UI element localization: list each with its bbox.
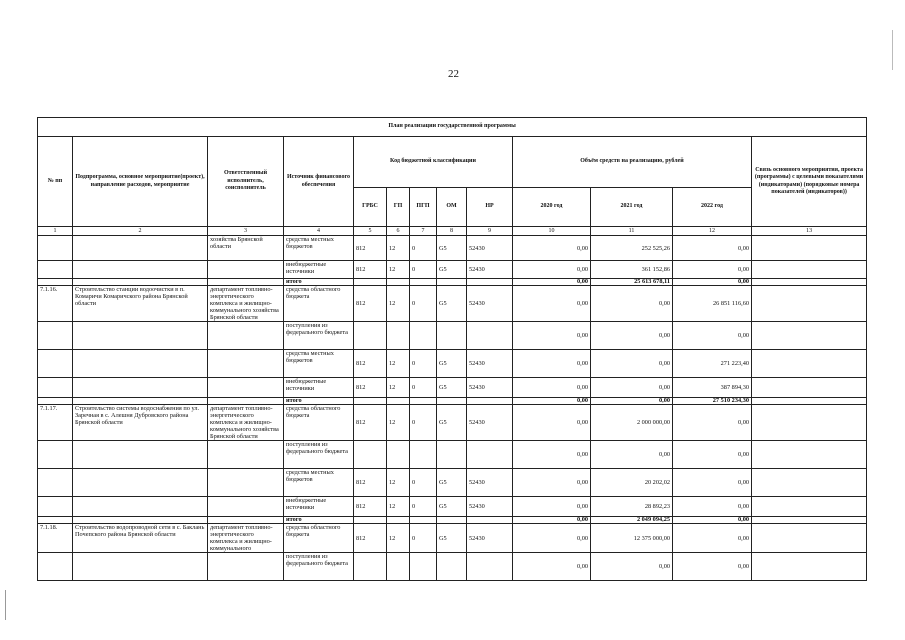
amount-2021: 252 525,26 <box>591 236 673 261</box>
column-number: 7 <box>410 227 437 236</box>
indicator-link <box>752 517 867 524</box>
code-grbs <box>354 279 387 286</box>
measure-name <box>73 441 208 469</box>
responsible-executor <box>208 350 284 378</box>
code-pgp <box>410 441 437 469</box>
code-om: G5 <box>437 350 467 378</box>
amount-2022: 0,00 <box>673 322 752 350</box>
code-pgp: 0 <box>410 261 437 279</box>
code-grbs: 812 <box>354 378 387 398</box>
row-number <box>38 261 73 279</box>
code-om: G5 <box>437 286 467 322</box>
header-source: Источник финансового обеспечения <box>284 137 354 227</box>
code-pgp: 0 <box>410 378 437 398</box>
code-nr: 52430 <box>467 524 513 553</box>
measure-name <box>73 350 208 378</box>
amount-2020: 0,00 <box>513 378 591 398</box>
table-row <box>38 441 867 469</box>
code-nr: 52430 <box>467 405 513 441</box>
row-number <box>38 553 73 581</box>
amount-2022: 0,00 <box>673 553 752 581</box>
measure-name <box>73 517 208 524</box>
column-number: 11 <box>591 227 673 236</box>
code-om <box>437 517 467 524</box>
code-grbs <box>354 441 387 469</box>
responsible-executor <box>208 279 284 286</box>
amount-2021: 0,00 <box>591 553 673 581</box>
code-om <box>437 398 467 405</box>
amount-2022: 271 223,40 <box>673 350 752 378</box>
code-nr: 52430 <box>467 236 513 261</box>
amount-2022: 0,00 <box>673 524 752 553</box>
code-nr <box>467 553 513 581</box>
code-nr: 52430 <box>467 378 513 398</box>
code-gp: 12 <box>387 469 410 497</box>
row-number: 7.1.18. <box>38 524 73 553</box>
amount-2022: 26 851 116,60 <box>673 286 752 322</box>
column-number-row <box>38 227 867 236</box>
amount-2020: 0,00 <box>513 398 591 405</box>
row-number <box>38 517 73 524</box>
amount-2021: 25 613 678,11 <box>591 279 673 286</box>
indicator-link <box>752 553 867 581</box>
table-row <box>38 279 867 286</box>
column-number: 3 <box>208 227 284 236</box>
measure-name <box>73 469 208 497</box>
column-number: 1 <box>38 227 73 236</box>
amount-2020: 0,00 <box>513 524 591 553</box>
amount-2021: 2 000 000,00 <box>591 405 673 441</box>
row-number <box>38 398 73 405</box>
responsible-executor: департамент топливно-энергетического комплекса и жилищно-коммунального хозяйства Брянской области <box>208 405 284 441</box>
column-number: 8 <box>437 227 467 236</box>
funding-source: средства областного бюджета <box>284 405 354 441</box>
header-gp: ГП <box>387 188 410 227</box>
responsible-executor <box>208 517 284 524</box>
code-nr: 52430 <box>467 497 513 517</box>
row-number <box>38 378 73 398</box>
amount-2020: 0,00 <box>513 553 591 581</box>
code-nr: 52430 <box>467 261 513 279</box>
table-row <box>38 405 867 441</box>
header-volume: Объём средств на реализацию, рублей <box>513 137 752 188</box>
amount-2020: 0,00 <box>513 350 591 378</box>
responsible-executor: департамент топливно-энергетического комплекса и жилищно-коммунального хозяйства Брянской области <box>208 286 284 322</box>
code-pgp <box>410 322 437 350</box>
row-number: 7.1.17. <box>38 405 73 441</box>
amount-2020: 0,00 <box>513 236 591 261</box>
funding-source: средства областного бюджета <box>284 286 354 322</box>
amount-2020: 0,00 <box>513 279 591 286</box>
funding-source: внебюджетные источники <box>284 378 354 398</box>
amount-2022: 0,00 <box>673 236 752 261</box>
code-om <box>437 322 467 350</box>
table-body <box>38 236 867 581</box>
responsible-executor <box>208 497 284 517</box>
amount-2020: 0,00 <box>513 405 591 441</box>
code-om: G5 <box>437 261 467 279</box>
code-pgp: 0 <box>410 524 437 553</box>
code-nr <box>467 441 513 469</box>
code-gp: 12 <box>387 524 410 553</box>
code-om <box>437 553 467 581</box>
code-grbs <box>354 517 387 524</box>
row-number <box>38 279 73 286</box>
code-pgp: 0 <box>410 286 437 322</box>
scan-edge-mark <box>892 30 893 70</box>
amount-2021: 2 049 094,25 <box>591 517 673 524</box>
code-grbs: 812 <box>354 524 387 553</box>
code-pgp: 0 <box>410 469 437 497</box>
amount-2022: 0,00 <box>673 497 752 517</box>
amount-2021: 0,00 <box>591 322 673 350</box>
responsible-executor <box>208 553 284 581</box>
code-grbs: 812 <box>354 469 387 497</box>
responsible-executor <box>208 378 284 398</box>
code-nr <box>467 517 513 524</box>
code-pgp: 0 <box>410 350 437 378</box>
amount-2021: 12 375 000,00 <box>591 524 673 553</box>
amount-2022: 0,00 <box>673 517 752 524</box>
row-number <box>38 497 73 517</box>
code-om: G5 <box>437 469 467 497</box>
funding-source: внебюджетные источники <box>284 261 354 279</box>
table-row <box>38 350 867 378</box>
column-number: 10 <box>513 227 591 236</box>
amount-2021: 0,00 <box>591 286 673 322</box>
measure-name <box>73 378 208 398</box>
code-grbs <box>354 553 387 581</box>
code-grbs <box>354 322 387 350</box>
code-gp: 12 <box>387 261 410 279</box>
amount-2022: 0,00 <box>673 405 752 441</box>
code-gp <box>387 441 410 469</box>
measure-name <box>73 279 208 286</box>
indicator-link <box>752 405 867 441</box>
column-number: 13 <box>752 227 867 236</box>
header-pgp: ПГП <box>410 188 437 227</box>
code-gp <box>387 517 410 524</box>
amount-2021: 0,00 <box>591 378 673 398</box>
measure-name: Строительство водопроводной сети в с. Баклань Почепского района Брянской области <box>73 524 208 553</box>
column-number: 9 <box>467 227 513 236</box>
measure-name <box>73 236 208 261</box>
header-2021: 2021 год <box>591 188 673 227</box>
code-grbs: 812 <box>354 261 387 279</box>
indicator-link <box>752 497 867 517</box>
responsible-executor: департамент топливно-энергетического комплекса и жилищно-коммунального <box>208 524 284 553</box>
funding-source: средства местных бюджетов <box>284 236 354 261</box>
code-nr <box>467 398 513 405</box>
table-row <box>38 497 867 517</box>
code-pgp: 0 <box>410 497 437 517</box>
code-nr: 52430 <box>467 469 513 497</box>
indicator-link <box>752 350 867 378</box>
code-nr <box>467 322 513 350</box>
funding-source: поступления из федерального бюджета <box>284 553 354 581</box>
amount-2022: 27 510 234,30 <box>673 398 752 405</box>
amount-2022: 0,00 <box>673 261 752 279</box>
code-pgp <box>410 553 437 581</box>
amount-2022: 0,00 <box>673 279 752 286</box>
code-gp: 12 <box>387 378 410 398</box>
code-grbs: 812 <box>354 286 387 322</box>
funding-source: поступления из федерального бюджета <box>284 322 354 350</box>
table-row <box>38 469 867 497</box>
code-nr <box>467 279 513 286</box>
measure-name <box>73 322 208 350</box>
code-grbs: 812 <box>354 497 387 517</box>
indicator-link <box>752 378 867 398</box>
code-grbs: 812 <box>354 236 387 261</box>
measure-name: Строительство станции водоочистки в п. Комаричи Комаричского района Брянской области <box>73 286 208 322</box>
header-2020: 2020 год <box>513 188 591 227</box>
table-row <box>38 553 867 581</box>
column-number: 5 <box>354 227 387 236</box>
table-row <box>38 286 867 322</box>
code-pgp <box>410 279 437 286</box>
responsible-executor <box>208 322 284 350</box>
code-pgp <box>410 398 437 405</box>
indicator-link <box>752 261 867 279</box>
code-gp: 12 <box>387 497 410 517</box>
responsible-executor <box>208 398 284 405</box>
code-om: G5 <box>437 378 467 398</box>
funding-source: итого <box>284 517 354 524</box>
table-row <box>38 378 867 398</box>
measure-name <box>73 497 208 517</box>
indicator-link <box>752 524 867 553</box>
header-responsible: Ответственный исполнитель, соисполнитель <box>208 137 284 227</box>
column-number: 12 <box>673 227 752 236</box>
header-nr: НР <box>467 188 513 227</box>
amount-2021: 28 892,23 <box>591 497 673 517</box>
row-number <box>38 350 73 378</box>
code-nr: 52430 <box>467 286 513 322</box>
amount-2020: 0,00 <box>513 441 591 469</box>
code-nr: 52430 <box>467 350 513 378</box>
amount-2020: 0,00 <box>513 261 591 279</box>
responsible-executor <box>208 261 284 279</box>
scan-edge-mark <box>5 590 6 620</box>
funding-source: средства областного бюджета <box>284 524 354 553</box>
indicator-link <box>752 279 867 286</box>
table-title: План реализации государственной программы <box>38 118 867 137</box>
code-gp: 12 <box>387 236 410 261</box>
code-gp <box>387 322 410 350</box>
code-om: G5 <box>437 524 467 553</box>
amount-2021: 20 202,02 <box>591 469 673 497</box>
measure-name: Строительство системы водоснабжения по ул. Заречная в с. Алешня Дубровского района Брянской области <box>73 405 208 441</box>
column-number: 2 <box>73 227 208 236</box>
header-link: Связь основного мероприятия, проекта (программы) с целевыми показателями (индикаторами) (порядковые номера показателей (индикаторов)) <box>752 137 867 227</box>
header-grbs: ГРБС <box>354 188 387 227</box>
funding-source: внебюджетные источники <box>284 497 354 517</box>
header-budget-code: Код бюджетной классификации <box>354 137 513 188</box>
amount-2021: 0,00 <box>591 441 673 469</box>
amount-2020: 0,00 <box>513 286 591 322</box>
measure-name <box>73 553 208 581</box>
funding-source: средства местных бюджетов <box>284 350 354 378</box>
responsible-executor: хозяйства Брянской области <box>208 236 284 261</box>
code-gp <box>387 398 410 405</box>
amount-2021: 0,00 <box>591 350 673 378</box>
code-om: G5 <box>437 497 467 517</box>
funding-source: средства местных бюджетов <box>284 469 354 497</box>
indicator-link <box>752 469 867 497</box>
table-row <box>38 517 867 524</box>
amount-2020: 0,00 <box>513 322 591 350</box>
code-pgp: 0 <box>410 405 437 441</box>
code-gp: 12 <box>387 286 410 322</box>
header-2022: 2022 год <box>673 188 752 227</box>
table-row <box>38 398 867 405</box>
funding-source: итого <box>284 279 354 286</box>
header-subprogram: Подпрограмма, основное мероприятие(проект), направление расходов, мероприятие <box>73 137 208 227</box>
responsible-executor <box>208 469 284 497</box>
page-number: 22 <box>448 68 459 80</box>
indicator-link <box>752 398 867 405</box>
code-gp <box>387 553 410 581</box>
row-number <box>38 469 73 497</box>
funding-source: итого <box>284 398 354 405</box>
amount-2021: 361 152,86 <box>591 261 673 279</box>
row-number <box>38 441 73 469</box>
table-row <box>38 322 867 350</box>
indicator-link <box>752 236 867 261</box>
amount-2020: 0,00 <box>513 497 591 517</box>
amount-2020: 0,00 <box>513 517 591 524</box>
amount-2022: 0,00 <box>673 441 752 469</box>
responsible-executor <box>208 441 284 469</box>
table-row <box>38 524 867 553</box>
amount-2022: 0,00 <box>673 469 752 497</box>
code-gp <box>387 279 410 286</box>
row-number: 7.1.16. <box>38 286 73 322</box>
program-implementation-table <box>37 117 867 581</box>
header-no: № пп <box>38 137 73 227</box>
code-grbs <box>354 398 387 405</box>
program-table-container <box>37 117 866 581</box>
indicator-link <box>752 322 867 350</box>
table-row <box>38 236 867 261</box>
amount-2020: 0,00 <box>513 469 591 497</box>
indicator-link <box>752 286 867 322</box>
header-om: ОМ <box>437 188 467 227</box>
column-number: 6 <box>387 227 410 236</box>
code-grbs: 812 <box>354 405 387 441</box>
amount-2022: 387 894,30 <box>673 378 752 398</box>
amount-2021: 0,00 <box>591 398 673 405</box>
measure-name <box>73 398 208 405</box>
code-pgp: 0 <box>410 236 437 261</box>
code-om: G5 <box>437 236 467 261</box>
code-gp: 12 <box>387 350 410 378</box>
row-number <box>38 236 73 261</box>
indicator-link <box>752 441 867 469</box>
code-om: G5 <box>437 405 467 441</box>
code-om <box>437 441 467 469</box>
code-gp: 12 <box>387 405 410 441</box>
row-number <box>38 322 73 350</box>
code-pgp <box>410 517 437 524</box>
measure-name <box>73 261 208 279</box>
table-row <box>38 261 867 279</box>
code-om <box>437 279 467 286</box>
funding-source: поступления из федерального бюджета <box>284 441 354 469</box>
column-number: 4 <box>284 227 354 236</box>
code-grbs: 812 <box>354 350 387 378</box>
